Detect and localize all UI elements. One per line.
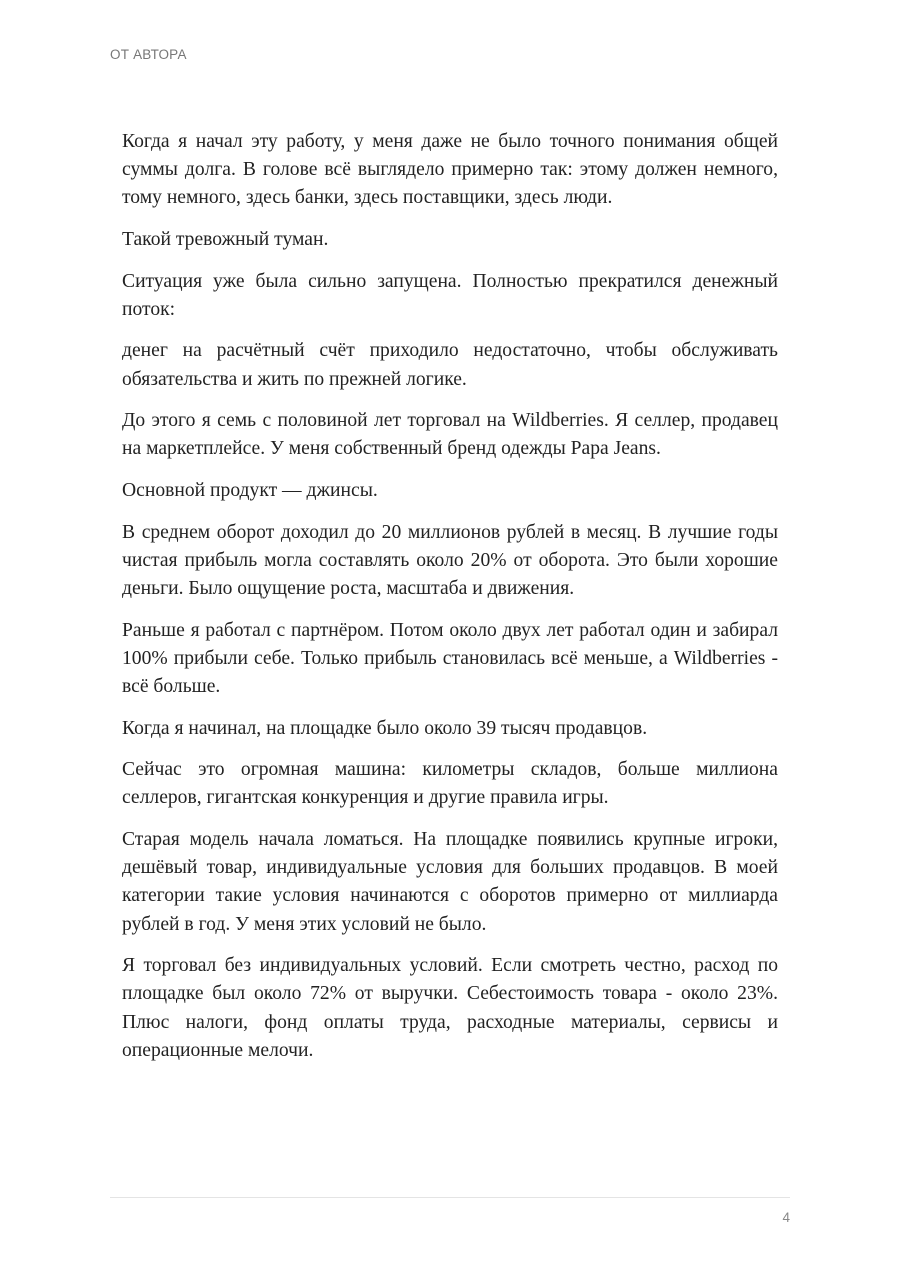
body-text [122,128,778,1078]
paragraph: Основной продукт — джинсы. [122,479,378,501]
paragraph: Когда я начинал, на площадке было около 39 тысяч продавцов. [122,717,648,739]
paragraph: Сейчас это огромная машина: километры складов, больше миллиона селлеров, гигантская конкуренция и другие правила игры. [122,759,778,809]
paragraph: В среднем оборот доходил до 20 миллионов рублей в месяц. В лучшие годы чистая прибыль могла составлять около 20% от оборота. Это были хорошие деньги. Было ощущение роста, масштаба и движения. [122,521,778,599]
paragraph: Такой тревожный туман. [122,229,329,250]
page-number: 4 [782,1210,790,1225]
paragraph: Старая модель начала ломаться. На площадке появились крупные игроки, дешёвый товар, индивидуальные условия для больших продавцов. В моей категории такие условия начинаются с оборотов примерно от миллиарда рублей в год. У меня этих условий не было. [122,828,778,935]
paragraph: Я торговал без индивидуальных условий. Если смотреть честно, расход по площадке был около 72% от выручки. Себестоимость товара - около 23%. Плюс налоги, фонд оплаты труда, расходные материалы, сервисы и операционные мелочи. [122,955,778,1061]
paragraph: Когда я начал эту работу, у меня даже не было точного понимания общей суммы долга. В голове всё выглядело примерно так: этому должен немного, тому немного, здесь банки, здесь поставщики, здесь люди. [122,131,778,209]
running-header: ОТ АВТОРА [110,47,187,62]
paragraph: Раньше я работал с партнёром. Потом около двух лет работал один и забирал 100% прибыли себе. Только прибыль становилась всё меньше, а Wildberries - всё больше. [122,619,778,697]
paragraph: До этого я семь с половиной лет торговал на Wildberries. Я селлер, продавец на маркетплейсе. У меня собственный бренд одежды Papa Jeans. [122,410,778,460]
paragraph: Ситуация уже была сильно запущена. Полностью прекратился денежный поток: [122,270,778,320]
footer-divider [110,1197,790,1198]
paragraph: денег на расчётный счёт приходило недостаточно, чтобы обслуживать обязательства и жить по прежней логике. [122,340,778,390]
